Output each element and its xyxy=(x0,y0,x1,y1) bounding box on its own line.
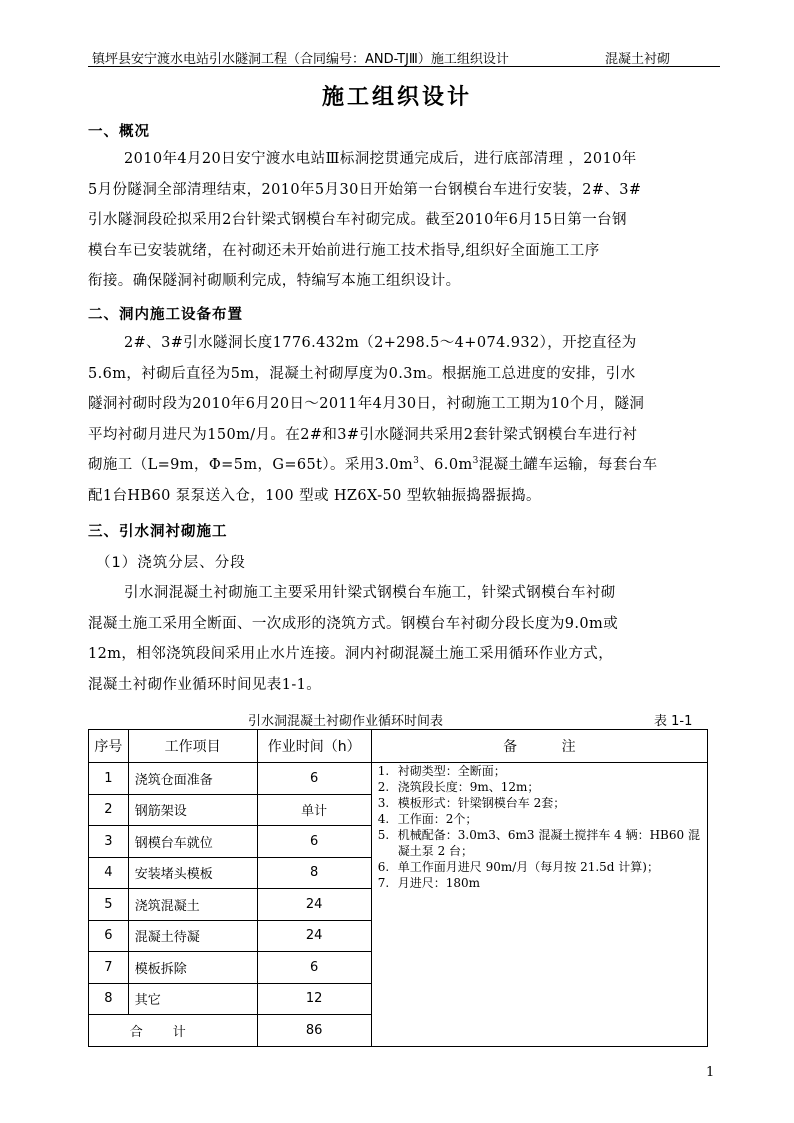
paragraph-line: 衔接。确保隧洞衬砌顺利完成，特编写本施工组织设计。 xyxy=(88,273,461,289)
line-text: 混凝土罐车运输，每套台车 xyxy=(478,457,658,473)
note-text: 单工作面月进尺 90m/月（每月按 21.5d 计算)； xyxy=(397,860,659,874)
paragraph-line: 12m，相邻浇筑段间采用止水片连接。洞内衬砌混凝土施工采用循环作业方式， xyxy=(88,646,614,662)
row-no: 3 xyxy=(89,826,129,858)
row-time: 24 xyxy=(257,889,371,921)
line-text: 砌施工（L=9m，Φ=5m，G=65t）。采用3.0m xyxy=(88,457,414,473)
table-header-row xyxy=(89,730,708,763)
superscript: 3 xyxy=(413,456,420,466)
paragraph-line: 混凝土施工采用全断面、一次成形的浇筑方式。钢模台车衬砌分段长度为9.0m或 xyxy=(88,615,619,632)
row-no: 8 xyxy=(89,983,129,1015)
superscript: 3 xyxy=(472,456,479,466)
row-item: 混凝土待凝 xyxy=(128,920,257,952)
row-no: 2 xyxy=(89,794,129,826)
row-item: 模板拆除 xyxy=(128,952,257,984)
row-time: 24 xyxy=(257,920,371,952)
note-item xyxy=(378,779,701,795)
table-caption xyxy=(88,708,720,728)
table-row xyxy=(89,763,708,795)
row-no: 4 xyxy=(89,857,129,889)
note-item xyxy=(378,827,701,859)
paragraph-line: 隧洞衬砌时段为2010年6月20日～2011年4月30日，衬砌施工工期为10个月，隧洞 xyxy=(88,396,645,412)
paragraph-line: 模台车已安装就绪，在衬砌还未开始前进行施工技术指导,组织好全面施工工序 xyxy=(88,242,600,259)
note-item xyxy=(378,763,701,779)
header-project-title: 镇坪县安宁渡水电站引水隧洞工程（合同编号：AND-TJⅢ）施工组织设计 xyxy=(92,52,509,67)
paragraph-line: 混凝土衬砌作业循环时间见表1-1。 xyxy=(88,676,322,693)
total-value: 86 xyxy=(257,1015,371,1047)
row-time: 6 xyxy=(257,763,371,795)
subsection-heading: （1）浇筑分层、分段 xyxy=(96,555,246,571)
row-no: 5 xyxy=(89,889,129,921)
paragraph-line: 引水洞混凝土衬砌施工主要采用针梁式钢模台车施工，针梁式钢模台车衬砌 xyxy=(124,585,616,601)
row-item: 其它 xyxy=(128,983,257,1015)
note-item xyxy=(378,875,701,891)
row-time: 8 xyxy=(257,857,371,889)
paragraph-line: 5月份隧洞全部清理结束，2010年5月30日开始第一台钢模台车进行安装，2#、3# xyxy=(88,181,642,198)
notes-list xyxy=(372,763,707,891)
note-text: 模板形式：针梁钢模台车 2套； xyxy=(397,796,566,810)
column-header-no: 序号 xyxy=(89,730,129,763)
section-1-paragraph xyxy=(88,144,722,297)
note-item xyxy=(378,795,701,811)
header-rule xyxy=(88,66,720,67)
notes-cell xyxy=(371,763,707,1047)
section-2-paragraph xyxy=(88,328,722,511)
note-item xyxy=(378,859,701,875)
document-title: 施工组织设计 xyxy=(321,85,472,110)
total-label: 合计 xyxy=(89,1015,258,1047)
row-no: 7 xyxy=(89,952,129,984)
note-number: 7. xyxy=(377,876,390,890)
note-item xyxy=(378,811,701,827)
header-section-name: 混凝土衬砌 xyxy=(605,52,671,67)
section-3-paragraph xyxy=(88,578,722,700)
section-2-heading: 二、洞内施工设备布置 xyxy=(88,307,243,323)
column-header-note: 备 注 xyxy=(371,730,707,763)
paragraph-line: 5.6m，衬砌后直径为5m，混凝土衬砌厚度为0.3m。根据施工总进度的安排，引水 xyxy=(88,365,636,382)
row-no: 6 xyxy=(89,920,129,952)
running-header xyxy=(92,46,716,66)
row-time: 单计 xyxy=(257,794,371,826)
page-number: 1 xyxy=(706,1065,715,1080)
paragraph-line: 2010年4月20日安宁渡水电站Ⅲ标洞挖贯通完成后，进行底部清理 ，2010年 xyxy=(124,151,637,167)
row-item: 安装堵头模板 xyxy=(128,857,257,889)
paragraph-line: 引水隧洞段砼拟采用2台针梁式钢模台车衬砌完成。截至2010年6月15日第一台钢 xyxy=(88,212,627,228)
row-item: 浇筑仓面准备 xyxy=(128,763,257,795)
note-number: 1. xyxy=(377,764,390,778)
note-number: 3. xyxy=(377,796,390,810)
note-number: 4. xyxy=(377,812,390,826)
table-number: 表 1-1 xyxy=(654,714,693,729)
note-text: 工作面：2个； xyxy=(397,812,478,826)
paragraph-line: 2#、3#引水隧洞长度1776.432m（2+298.5～4+074.932），开挖直径为 xyxy=(124,335,637,351)
note-number: 6. xyxy=(377,860,390,874)
note-number: 5. xyxy=(377,828,390,842)
row-time: 6 xyxy=(257,952,371,984)
row-time: 6 xyxy=(257,826,371,858)
paragraph-line xyxy=(88,450,722,481)
note-text: 浇筑段长度：9m、12m； xyxy=(397,780,540,794)
section-3-heading: 三、引水洞衬砌施工 xyxy=(88,524,228,540)
paragraph-line: 配1台HB60 泵泵送入仓，100 型或 HZ6X-50 型软轴振捣器振捣。 xyxy=(88,487,541,504)
cycle-time-table xyxy=(88,729,708,1047)
paragraph-line: 平均衬砌月进尺为150m/月。在2#和3#引水隧洞共采用2套针梁式钢模台车进行衬 xyxy=(88,426,638,443)
table-title: 引水洞混凝土衬砌作业循环时间表 xyxy=(248,714,444,729)
column-header-item: 工作项目 xyxy=(128,730,257,763)
row-time: 12 xyxy=(257,983,371,1015)
note-text: 衬砌类型：全断面； xyxy=(397,764,506,778)
row-item: 浇筑混凝土 xyxy=(128,889,257,921)
note-number: 2. xyxy=(377,780,390,794)
row-item: 钢筋架设 xyxy=(128,794,257,826)
row-no: 1 xyxy=(89,763,129,795)
note-text: 月进尺：180m xyxy=(397,876,481,890)
note-text: 机械配备：3.0m3、6m3 混凝土搅拌车 4 辆：HB60 混凝土泵 2 台； xyxy=(397,828,700,858)
row-item: 钢模台车就位 xyxy=(128,826,257,858)
section-1-heading: 一、概况 xyxy=(88,124,150,140)
column-header-time: 作业时间（h） xyxy=(257,730,371,763)
line-text: 、6.0m xyxy=(419,457,473,473)
